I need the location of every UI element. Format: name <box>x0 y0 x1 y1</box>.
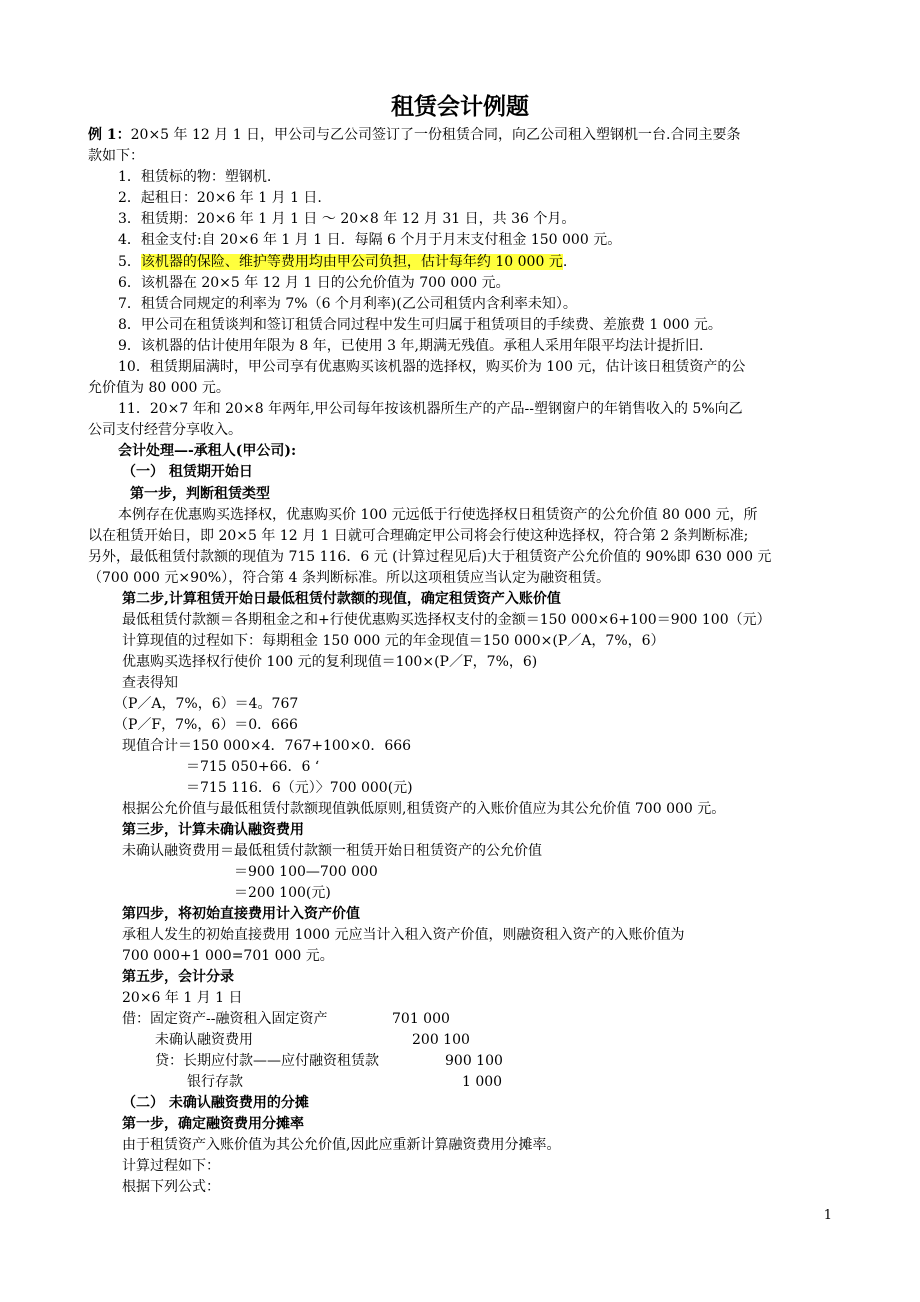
step-3-line-2: ＝900 100—700 000 <box>234 864 378 880</box>
step-2-line-2: 计算现值的过程如下：每期租金 150 000 元的年金现值＝150 000×(P／A，7%，6） <box>122 633 665 649</box>
page-title: 租赁会计例题 <box>391 93 529 120</box>
step-2-line-6: （P／F，7%，6）＝0．666 <box>114 717 298 733</box>
term-11-line-1: 11．20×7 年和 20×8 年两年,甲公司每年按该机器所生产的产品--塑钢窗户的年销售收入的 5%向乙 <box>118 401 743 417</box>
term-9: 9．该机器的估计使用年限为 8 年，已使用 3 年,期满无残值。承租人采用年限平均法计提折旧. <box>118 338 704 354</box>
entry-credit-2-amount: 1 000 <box>462 1074 503 1090</box>
section-1-heading: （一） 租赁期开始日 <box>122 464 253 480</box>
entry-credit-2-label: 银行存款 <box>187 1074 243 1090</box>
section-2-step-1-heading: 第一步，确定融资费用分摊率 <box>122 1116 304 1132</box>
step-1-para-line-3: 另外，最低租赁付款额的现值为 715 116．6 元 (计算过程见后)大于租赁资产公允价值的 90%即 630 000 元 <box>88 549 772 565</box>
step-2-line-10: 根据公允价值与最低租赁付款额现值孰低原则,租赁资产的入账价值应为其公允价值 700 000 元。 <box>122 801 726 817</box>
step-2-line-7: 现值合计＝150 000×4．767+100×0．666 <box>122 738 412 754</box>
term-5 <box>118 252 567 272</box>
step-2-line-9: ＝715 116．6（元）〉700 000(元) <box>186 780 413 796</box>
term-8: 8．甲公司在租赁谈判和签订租赁合同过程中发生可归属于租赁项目的手续费、差旅费 1 000 元。 <box>118 317 722 333</box>
accounting-heading: 会计处理—-承租人(甲公司): <box>118 443 297 459</box>
example-intro-line-2: 款如下： <box>88 148 144 164</box>
example-intro-line-1 <box>88 125 741 145</box>
entry-date: 20×6 年 1 月 1 日 <box>122 990 243 1006</box>
step-4-line-1: 承租人发生的初始直接费用 1000 元应当计入租入资产价值，则融资租入资产的入账价值为 <box>122 927 685 943</box>
entry-debit-2-amount: 200 100 <box>412 1032 470 1048</box>
step-1-heading: 第一步，判断租赁类型 <box>130 486 270 502</box>
step-2-line-3: 优惠购买选择权行使价 100 元的复利现值＝100×(P／F，7%，6) <box>122 654 538 670</box>
term-2: 2．起租日：20×6 年 1 月 1 日. <box>118 190 322 206</box>
term-10-line-1: 10．租赁期届满时，甲公司享有优惠购买该机器的选择权，购买价为 100 元，估计该日租赁资产的公 <box>118 359 746 375</box>
step-2-line-5: （P／A，7%，6）＝4。767 <box>114 696 299 712</box>
step-1-para-line-4: （700 000 元×90%），符合第 4 条判断标准。所以这项租赁应当认定为融资租赁。 <box>88 570 610 586</box>
term-7: 7．租赁合同规定的利率为 7%（6 个月利率)(乙公司租赁内含利率未知）。 <box>118 296 577 312</box>
section-2-step-1-line-2: 计算过程如下： <box>122 1158 220 1174</box>
step-1-para-line-1: 本例存在优惠购买选择权，优惠购买价 100 元远低于行使选择权日租赁资产的公允价值 80 000 元，所 <box>118 507 758 523</box>
step-2-line-4: 查表得知 <box>122 675 178 691</box>
term-5-highlighted-text: 该机器的保险、维护等费用均由甲公司负担，估计每年约 10 000 元 <box>140 254 563 270</box>
step-2-line-1: 最低租赁付款额＝各期租金之和+行使优惠购买选择权支付的金额＝150 000×6+100＝900 100（元） <box>122 612 771 628</box>
term-10-line-2: 允价值为 80 000 元。 <box>88 380 230 396</box>
step-4-heading: 第四步，将初始直接费用计入资产价值 <box>122 906 360 922</box>
section-2-heading: （二） 未确认融资费用的分摊 <box>122 1095 309 1111</box>
step-2-line-8: ＝715 050+66．6 ‘ <box>186 759 320 775</box>
section-2-step-1-line-1: 由于租赁资产入账价值为其公允价值,因此应重新计算融资费用分摊率。 <box>122 1137 561 1153</box>
term-6: 6．该机器在 20×5 年 12 月 1 日的公允价值为 700 000 元。 <box>118 275 510 291</box>
term-11-line-2: 公司支付经营分享收入。 <box>88 422 242 438</box>
step-3-line-1: 未确认融资费用＝最低租赁付款额一租赁开始日租赁资产的公允价值 <box>122 843 542 859</box>
term-1: 1．租赁标的物：塑钢机. <box>118 169 272 185</box>
term-4: 4．租金支付:自 20×6 年 1 月 1 日．每隔 6 个月于月末支付租金 150 000 元。 <box>118 232 622 248</box>
term-3: 3．租赁期：20×6 年 1 月 1 日 ～ 20×8 年 12 月 31 日，共 36 个月。 <box>118 211 576 227</box>
step-4-line-2: 700 000+1 000=701 000 元。 <box>122 948 334 964</box>
entry-debit-1-amount: 701 000 <box>392 1011 450 1027</box>
entry-debit-1-label: 借：固定资产--融资租入固定资产 <box>122 1011 328 1027</box>
entry-debit-2-label: 未确认融资费用 <box>155 1032 253 1048</box>
example-intro-text: 20×5 年 12 月 1 日，甲公司与乙公司签订了一份租赁合同，向乙公司租入塑钢机一台.合同主要条 <box>130 127 741 143</box>
step-5-heading: 第五步，会计分录 <box>122 969 234 985</box>
step-3-heading: 第三步，计算未确认融资费用 <box>122 822 304 838</box>
example-label: 例 1： <box>88 127 131 143</box>
step-3-line-3: ＝200 100(元) <box>234 885 331 901</box>
entry-credit-1-label: 贷：长期应付款——应付融资租赁款 <box>155 1053 379 1069</box>
section-2-step-1-line-3: 根据下列公式： <box>122 1179 220 1195</box>
page-number: 1 <box>823 1208 832 1223</box>
term-5-end: . <box>562 254 568 270</box>
entry-credit-1-amount: 900 100 <box>445 1053 503 1069</box>
step-1-para-line-2: 以在租赁开始日，即 20×5 年 12 月 1 日就可合理确定甲公司将会行使这种选择权，符合第 2 条判断标准; <box>88 528 749 544</box>
term-5-number: 5． <box>118 254 141 270</box>
step-2-heading: 第二步,计算租赁开始日最低租赁付款额的现值，确定租赁资产入账价值 <box>122 591 561 607</box>
